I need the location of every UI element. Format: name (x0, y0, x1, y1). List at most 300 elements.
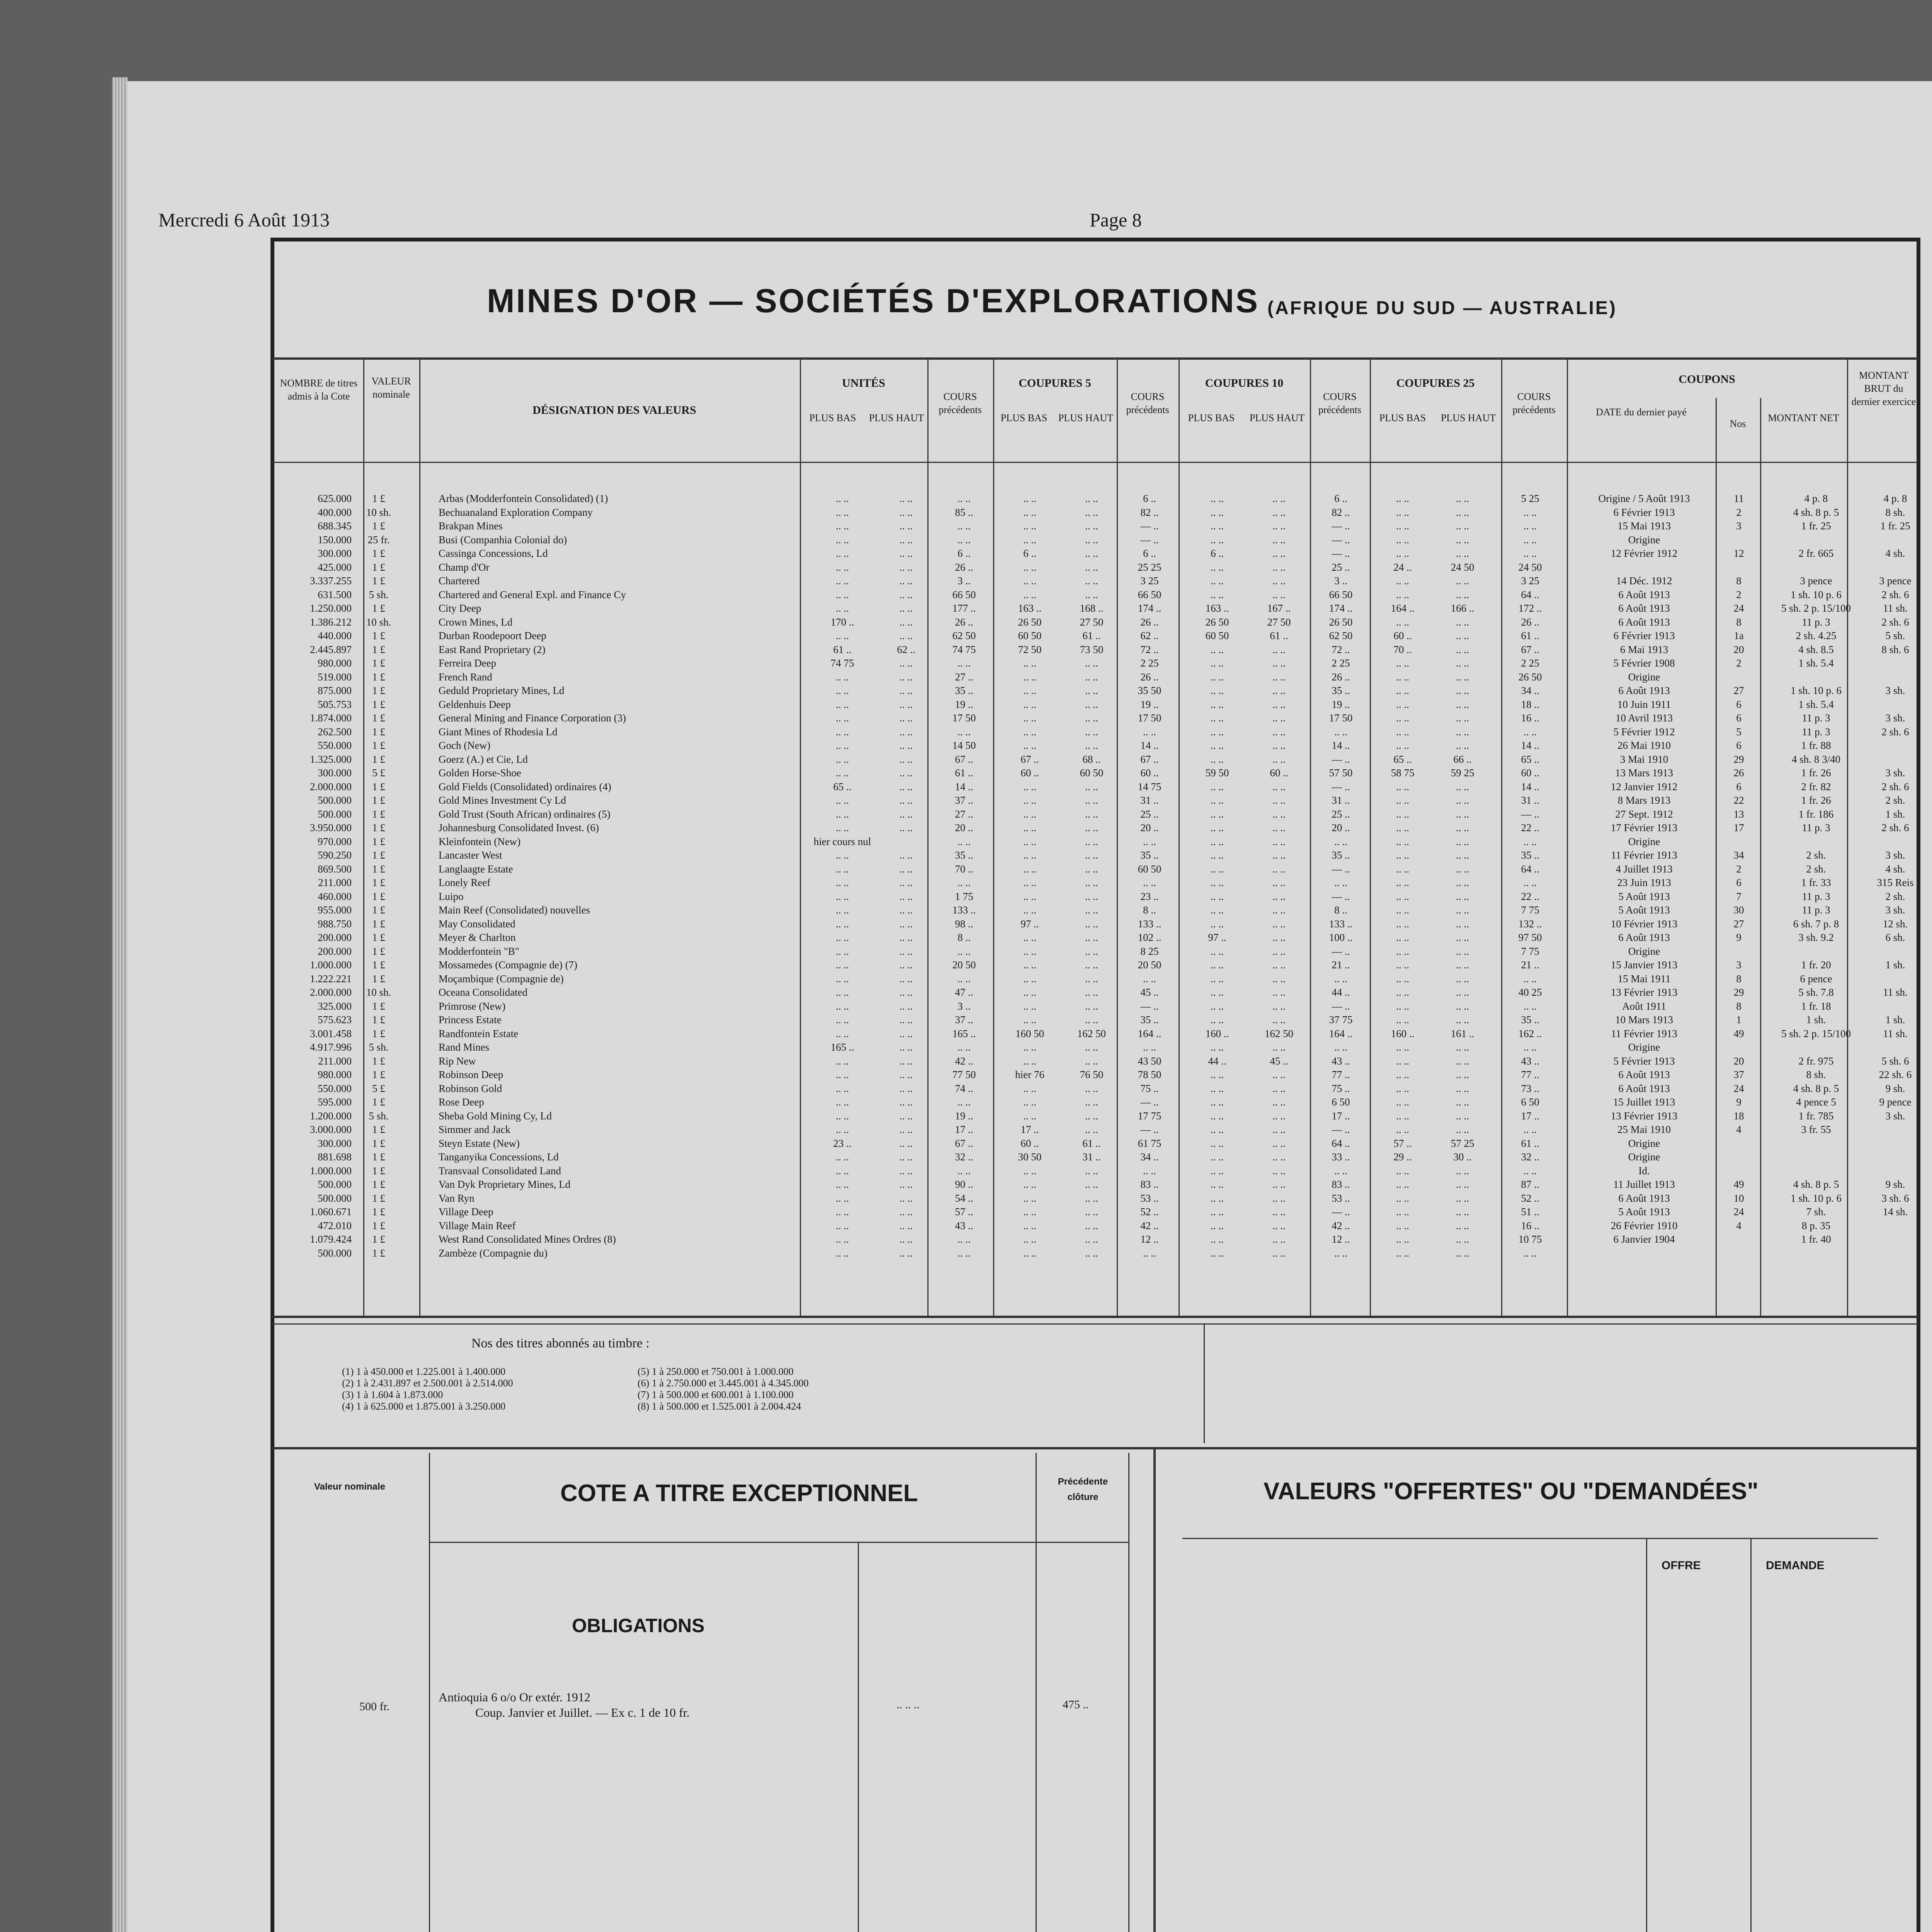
cell-c5h: 168 .. (1080, 602, 1104, 614)
cell-c10h: .. .. (1272, 575, 1286, 587)
cell-name: West Rand Consolidated Mines Ordres (8) (439, 1233, 616, 1245)
cell-cp2: 26 .. (1140, 616, 1159, 628)
cell-unh: .. .. (900, 973, 913, 985)
table-row (270, 1110, 1920, 1123)
cell-cp4: 7 75 (1521, 945, 1539, 957)
cell-no: 26 (1733, 767, 1744, 779)
cell-c25b: 60 .. (1393, 630, 1412, 641)
table-row (270, 904, 1920, 917)
cell-cp1: 19 .. (955, 1110, 973, 1122)
offertes-col-rule (1646, 1538, 1647, 1932)
cell-c25h: .. .. (1456, 808, 1469, 820)
cell-c25h: .. .. (1456, 657, 1469, 669)
cell-valeur: 1 £ (372, 1206, 385, 1218)
table-row (270, 616, 1920, 629)
cell-c5b: .. .. (1023, 1000, 1036, 1012)
cell-c25b: .. .. (1396, 1082, 1409, 1094)
cell-cp1: 90 .. (955, 1179, 973, 1190)
cell-cp3: — .. (1332, 1124, 1350, 1135)
cell-cp2: — .. (1140, 1000, 1159, 1012)
cell-unh: .. .. (900, 1206, 913, 1218)
cell-cp2: 23 .. (1140, 890, 1159, 902)
cell-c10h: .. .. (1272, 643, 1286, 655)
cell-no: 8 (1736, 973, 1742, 985)
cell-c5b: .. .. (1023, 1096, 1036, 1108)
cell-unb: .. .. (836, 1151, 849, 1163)
cell-mont: 1 sh. 10 p. 6 (1790, 1192, 1842, 1204)
cell-c25h: .. .. (1456, 1179, 1469, 1190)
cell-c5h: .. .. (1085, 1233, 1098, 1245)
exc-col-rule (858, 1542, 859, 1932)
cell-cp2: 20 .. (1140, 822, 1159, 833)
cell-cp4: — .. (1521, 808, 1539, 820)
cell-c10h: .. .. (1272, 959, 1286, 971)
cell-nombre: 875.000 (318, 685, 352, 696)
table-top-rule (272, 357, 1918, 360)
abonnes-title: Nos des titres abonnés au timbre : (471, 1336, 650, 1350)
table-row (270, 918, 1920, 931)
cell-cp1: .. .. (957, 657, 971, 669)
exc-title: COTE A TITRE EXCEPTIONNEL (560, 1480, 918, 1507)
cell-c25b: .. .. (1396, 1000, 1409, 1012)
cell-cp1: 6 .. (957, 548, 971, 559)
table-row (270, 1014, 1920, 1027)
cell-nombre: 2.000.000 (310, 986, 352, 998)
cell-cp4: .. .. (1524, 534, 1537, 546)
cell-valeur: 1 £ (372, 657, 385, 669)
cell-c5b: .. .. (1023, 520, 1036, 532)
cell-unh: .. .. (900, 1000, 913, 1012)
cell-c5h: 76 50 (1080, 1069, 1104, 1080)
cell-no: 2 (1736, 657, 1742, 669)
cell-mont: 1 sh. 5.4 (1798, 657, 1834, 669)
cell-valeur: 1 £ (372, 1233, 385, 1245)
cell-mont: 1 fr. 785 (1798, 1110, 1834, 1122)
cell-cp3: .. .. (1334, 726, 1347, 738)
cell-cp1: 1 75 (955, 890, 973, 902)
cell-unb: .. .. (836, 890, 849, 902)
table-row (270, 1192, 1920, 1205)
table-row (270, 973, 1920, 986)
cell-unh: .. .. (900, 945, 913, 957)
cell-unh: .. .. (900, 822, 913, 833)
cell-brut: 22 sh. 6 (1879, 1069, 1912, 1080)
cell-c5h: .. .. (1085, 493, 1098, 504)
cell-unb: 65 .. (833, 781, 852, 793)
cell-c25b: .. .. (1396, 781, 1409, 793)
cell-unb: .. .. (836, 822, 849, 833)
cell-c10h: .. .. (1272, 685, 1286, 696)
cell-c10h: .. .. (1272, 726, 1286, 738)
cell-cp4: 26 50 (1518, 671, 1542, 683)
cell-no: 29 (1733, 986, 1744, 998)
cell-c5h: .. .. (1085, 712, 1098, 724)
cell-cp4: 35 .. (1521, 849, 1539, 861)
cell-cp4: 16 .. (1521, 712, 1539, 724)
cell-unh: .. .. (900, 493, 913, 504)
cell-mont: 2 fr. 665 (1798, 548, 1834, 559)
cell-no: 17 (1733, 822, 1744, 833)
cell-date: 15 Mai 1911 (1617, 973, 1671, 985)
cell-cp2: 52 .. (1140, 1206, 1159, 1218)
cell-c10h: .. .. (1272, 808, 1286, 820)
cell-c5b: 6 .. (1023, 548, 1036, 559)
cell-cp2: 26 .. (1140, 671, 1159, 683)
cell-c25h: 57 25 (1451, 1137, 1475, 1149)
cell-c5h: .. .. (1085, 890, 1098, 902)
abonnes-line: (6) 1 à 2.750.000 et 3.445.001 à 4.345.000 (638, 1378, 809, 1389)
cell-cp2: 14 .. (1140, 740, 1159, 751)
cell-unh: .. .. (900, 1110, 913, 1122)
cell-nombre: 262.500 (318, 726, 352, 738)
cell-c10h: .. .. (1272, 1096, 1286, 1108)
cell-c5b: .. .. (1023, 1233, 1036, 1245)
cell-valeur: 1 £ (372, 712, 385, 724)
cell-c5h: .. .. (1085, 520, 1098, 532)
cell-no: 37 (1733, 1069, 1744, 1080)
cell-brut: 1 sh. (1885, 1014, 1905, 1026)
exc-col-valeur: Valeur nominale (314, 1481, 386, 1492)
cell-brut: 2 sh. 6 (1881, 781, 1909, 793)
cell-c25h: .. .. (1456, 1096, 1469, 1108)
cell-c10b: 163 .. (1205, 602, 1229, 614)
cell-cp1: 98 .. (955, 918, 973, 930)
cell-c5h: 31 .. (1082, 1151, 1101, 1163)
cell-c10h: .. .. (1272, 1206, 1286, 1218)
cell-valeur: 1 £ (372, 1027, 385, 1039)
cell-cp4: 43 .. (1521, 1055, 1539, 1067)
cell-name: Rand Mines (439, 1041, 490, 1053)
cell-cp4: 60 .. (1521, 767, 1539, 779)
table-row (270, 1041, 1920, 1054)
cell-cp4: 34 .. (1521, 685, 1539, 696)
cell-c10b: .. .. (1211, 849, 1224, 861)
cell-unb: .. .. (836, 588, 849, 600)
cell-unh: .. .. (900, 959, 913, 971)
cell-unh: .. .. (900, 657, 913, 669)
cell-c25h: 24 50 (1451, 561, 1475, 573)
cell-cp4: 10 75 (1518, 1233, 1542, 1245)
cell-c25b: 58 75 (1391, 767, 1415, 779)
cell-cp3: — .. (1332, 945, 1350, 957)
cell-cp1: 32 .. (955, 1151, 973, 1163)
cell-c5b: .. .. (1023, 1179, 1036, 1190)
cell-c25h: .. .. (1456, 616, 1469, 628)
cell-c25h: .. .. (1456, 1082, 1469, 1094)
cell-c10h: .. .. (1272, 973, 1286, 985)
cell-brut: 3 sh. (1885, 685, 1905, 696)
cell-name: Van Ryn (439, 1192, 474, 1204)
cell-c10b: .. .. (1211, 1041, 1224, 1053)
cell-cp1: 67 .. (955, 753, 973, 765)
cell-date: 11 Février 1913 (1611, 1027, 1677, 1039)
cell-nombre: 300.000 (318, 767, 352, 779)
cell-valeur: 1 £ (372, 918, 385, 930)
col-head-cours-prec-3: COURS précédents (1318, 391, 1362, 415)
cell-brut: 8 sh. (1885, 506, 1905, 518)
cell-cp3: 35 .. (1332, 685, 1350, 696)
cell-date: 5 Août 1913 (1618, 890, 1670, 902)
cell-c10b: .. .. (1211, 685, 1224, 696)
cell-nombre: 4.917.996 (310, 1041, 352, 1053)
table-row (270, 1055, 1920, 1068)
cell-c25h: .. .. (1456, 712, 1469, 724)
cell-c10b: .. .. (1211, 657, 1224, 669)
cell-unh: .. .. (900, 1137, 913, 1149)
cell-c5b: .. .. (1023, 849, 1036, 861)
cell-c5b: .. .. (1023, 986, 1036, 998)
cell-c5b: .. .. (1023, 588, 1036, 600)
table-row (270, 959, 1920, 972)
cell-c25h: .. .. (1456, 740, 1469, 751)
cell-cp1: 3 .. (957, 575, 971, 587)
cell-cp4: 21 .. (1521, 959, 1539, 971)
table-row (270, 1028, 1920, 1041)
exc-col-prec: Précédente clôture (1058, 1476, 1108, 1502)
cell-cp4: 16 .. (1521, 1219, 1539, 1231)
cell-nombre: 2.000.000 (310, 781, 352, 793)
cell-name: Chartered and General Expl. and Finance Cy (439, 588, 626, 600)
exc-col-rule (429, 1453, 430, 1932)
cell-nombre: 625.000 (318, 493, 352, 504)
cell-no: 20 (1733, 1055, 1744, 1067)
table-row (270, 589, 1920, 602)
table-row (270, 891, 1920, 903)
table-row (270, 630, 1920, 643)
abonnes-line: (2) 1 à 2.431.897 et 2.500.001 à 2.514.000 (342, 1378, 513, 1389)
cell-c25b: .. .. (1396, 616, 1409, 628)
exc-head-rule (429, 1542, 1128, 1543)
cell-c5h: 61 .. (1082, 630, 1101, 641)
cell-name: Champ d'Or (439, 561, 490, 573)
cell-unh: .. .. (900, 726, 913, 738)
cell-c25h: .. .. (1456, 1000, 1469, 1012)
table-row (270, 1206, 1920, 1219)
cell-c25h: .. .. (1456, 918, 1469, 930)
cell-c5h: .. .. (1085, 575, 1098, 587)
cell-cp4: 31 .. (1521, 794, 1539, 806)
cell-c5h: .. .. (1085, 877, 1098, 888)
cell-name: French Rand (439, 671, 492, 683)
cell-nombre: 1.250.000 (310, 602, 352, 614)
cell-valeur: 1 £ (372, 1192, 385, 1204)
cell-c25h: .. .. (1456, 1206, 1469, 1218)
cell-unb: .. .. (836, 1027, 849, 1039)
cell-c25b: .. .. (1396, 849, 1409, 861)
cell-cp1: 54 .. (955, 1192, 973, 1204)
cell-unh: .. .. (900, 630, 913, 641)
cell-date: Origine (1628, 1151, 1660, 1163)
cell-no: 3 (1736, 520, 1742, 532)
cell-nombre: 688.345 (318, 520, 352, 532)
cell-c25b: .. .. (1396, 575, 1409, 587)
cell-name: Ferreira Deep (439, 657, 497, 669)
cell-no: 3 (1736, 959, 1742, 971)
cell-mont: 1 sh. 10 p. 6 (1790, 588, 1842, 600)
cell-c25b: .. .. (1396, 863, 1409, 875)
cell-cp3: — .. (1332, 1206, 1350, 1218)
table-row (270, 1233, 1920, 1246)
cell-unb: .. .. (836, 698, 849, 710)
cell-c10b: .. .. (1211, 986, 1224, 998)
cell-c10h: .. .. (1272, 671, 1286, 683)
cell-unb: .. .. (836, 1000, 849, 1012)
cell-name: Goerz (A.) et Cie, Ld (439, 753, 528, 765)
cell-date: 5 Février 1913 (1613, 1055, 1675, 1067)
cell-mont: 1 fr. 26 (1801, 794, 1831, 806)
cell-c25b: 24 .. (1393, 561, 1412, 573)
cell-no: 24 (1733, 1206, 1744, 1218)
cell-valeur: 1 £ (372, 781, 385, 793)
cell-c10h: .. .. (1272, 1069, 1286, 1080)
cell-date: 6 Août 1913 (1618, 932, 1670, 943)
offertes-offre: OFFRE (1662, 1559, 1701, 1572)
cell-no: 1 (1736, 1014, 1742, 1026)
cell-cp2: 17 50 (1138, 712, 1162, 724)
cell-valeur: 1 £ (372, 1165, 385, 1177)
cell-c5b: hier 76 (1015, 1069, 1044, 1080)
table-row (270, 932, 1920, 944)
cell-c25h: .. .. (1456, 588, 1469, 600)
cell-cp2: 62 .. (1140, 630, 1159, 641)
cell-c10h: .. .. (1272, 945, 1286, 957)
cell-cp1: 74 75 (952, 643, 976, 655)
col-head-unites: UNITÉS (842, 377, 885, 389)
cell-cp3: 77 .. (1332, 1069, 1350, 1080)
table-row (270, 548, 1920, 560)
cell-c5h: 61 .. (1082, 1137, 1101, 1149)
cell-cp2: — .. (1140, 520, 1159, 532)
cell-c10b: 160 .. (1205, 1027, 1229, 1039)
table-head-rule (272, 462, 1918, 463)
exc-dots: .. .. .. (896, 1698, 920, 1711)
table-row (270, 685, 1920, 697)
cell-date: 13 Février 1913 (1611, 986, 1678, 998)
cell-mont: 1 fr. 88 (1801, 740, 1831, 751)
cell-cp2: .. .. (1143, 877, 1156, 888)
cell-unb: 165 .. (830, 1041, 854, 1053)
cell-unh: .. .. (900, 808, 913, 820)
cell-c25b: .. .. (1396, 932, 1409, 943)
cell-unh: .. .. (900, 1041, 913, 1053)
cell-c25h: 66 .. (1453, 753, 1472, 765)
cell-date: Origine (1628, 1137, 1660, 1149)
exc-line2: Coup. Janvier et Juillet. — Ex c. 1 de 10 fr. (475, 1706, 690, 1719)
cell-cp4: .. .. (1524, 1041, 1537, 1053)
cell-date: 27 Sept. 1912 (1615, 808, 1673, 820)
exc-valeur: 500 fr. (359, 1700, 390, 1713)
cell-date: 5 Février 1912 (1613, 726, 1675, 738)
cell-mont: 5 sh. 7.8 (1798, 986, 1834, 998)
header-page: Page 8 (1090, 209, 1142, 231)
cell-c25b: .. .. (1396, 726, 1409, 738)
cell-nombre: 955.000 (318, 904, 352, 916)
cell-c10h: .. .. (1272, 1192, 1286, 1204)
cell-brut: 9 pence (1879, 1096, 1912, 1108)
cell-c25h: .. .. (1456, 1110, 1469, 1122)
cell-cp2: .. .. (1143, 1247, 1156, 1259)
cell-nombre: 980.000 (318, 1069, 352, 1080)
cell-c5h: .. .. (1085, 863, 1098, 875)
cell-valeur: 10 sh. (366, 616, 391, 628)
cell-c10h: .. .. (1272, 1082, 1286, 1094)
cell-c10b: .. .. (1211, 945, 1224, 957)
cell-date: 10 Juin 1911 (1617, 698, 1671, 710)
cell-c25b: .. .. (1396, 548, 1409, 559)
cell-cp3: 8 .. (1334, 904, 1347, 916)
cell-name: Village Deep (439, 1206, 493, 1218)
cell-name: Moçambique (Compagnie de) (439, 973, 564, 985)
cell-cp3: 44 .. (1332, 986, 1350, 998)
col-head-plus-haut: PLUS HAUT (869, 412, 924, 423)
cell-valeur: 1 £ (372, 945, 385, 957)
cell-c25b: .. .. (1396, 794, 1409, 806)
cell-c10h: .. .. (1272, 1014, 1286, 1026)
cell-c10b: .. .. (1211, 890, 1224, 902)
cell-no: 18 (1733, 1110, 1744, 1122)
cell-cp1: 42 .. (955, 1055, 973, 1067)
cell-no: 29 (1733, 753, 1744, 765)
cell-cp4: 77 .. (1521, 1069, 1539, 1080)
cell-c5h: .. .. (1085, 973, 1098, 985)
abonnes-line: (1) 1 à 450.000 et 1.225.001 à 1.400.000 (342, 1366, 506, 1377)
cell-brut: 315 Reis (1877, 877, 1914, 888)
cell-nombre: 500.000 (318, 808, 352, 820)
cell-c10b: .. .. (1211, 918, 1224, 930)
cell-cp3: 12 .. (1332, 1233, 1350, 1245)
cell-c25b: .. .. (1396, 493, 1409, 504)
cell-unh: .. .. (900, 1055, 913, 1067)
cell-date: 3 Mai 1910 (1620, 753, 1668, 765)
cell-c5b: .. .. (1023, 904, 1036, 916)
cell-name: Geldenhuis Deep (439, 698, 511, 710)
cell-c5h: .. .. (1085, 726, 1098, 738)
cell-cp2: 34 .. (1140, 1151, 1159, 1163)
cell-cp3: 62 50 (1329, 630, 1353, 641)
cell-date: Id. (1638, 1165, 1650, 1177)
cell-c10h: 60 .. (1270, 767, 1288, 779)
cell-cp4: .. .. (1524, 877, 1537, 888)
cell-cp3: .. .. (1334, 1165, 1347, 1177)
cell-unh: .. .. (900, 520, 913, 532)
cell-cp3: 33 .. (1332, 1151, 1350, 1163)
cell-nombre: 590.250 (318, 849, 352, 861)
cell-c25h: .. .. (1456, 520, 1469, 532)
cell-c10b: .. .. (1211, 1165, 1224, 1177)
cell-mont: 3 pence (1800, 575, 1832, 587)
col-head-c5-bas: PLUS BAS (1000, 412, 1048, 423)
cell-c5b: 60 50 (1018, 630, 1042, 641)
offertes-title: VALEURS "OFFERTES" OU "DEMANDÉES" (1264, 1478, 1759, 1505)
cell-c10b: 59 50 (1205, 767, 1229, 779)
table-row (270, 1165, 1920, 1178)
cell-unh: .. .. (900, 1027, 913, 1039)
cell-mont: 1 fr. 33 (1801, 877, 1831, 888)
cell-date: 12 Janvier 1912 (1611, 781, 1678, 793)
cell-c5b: 60 .. (1020, 1137, 1039, 1149)
cell-c25b: 160 .. (1391, 1027, 1415, 1039)
cell-c5h: .. .. (1085, 1219, 1098, 1231)
cell-c10h: 162 50 (1264, 1027, 1294, 1039)
cell-valeur: 1 £ (372, 493, 385, 504)
cell-mont: 1 sh. (1806, 1014, 1826, 1026)
cell-nombre: 3.337.255 (310, 575, 352, 587)
cell-mont: 6 sh. 7 p. 8 (1793, 918, 1839, 930)
cell-c5b: 17 .. (1020, 1124, 1039, 1135)
cell-no: 1a (1734, 630, 1744, 641)
cell-no: 2 (1736, 588, 1742, 600)
table-row (270, 808, 1920, 821)
